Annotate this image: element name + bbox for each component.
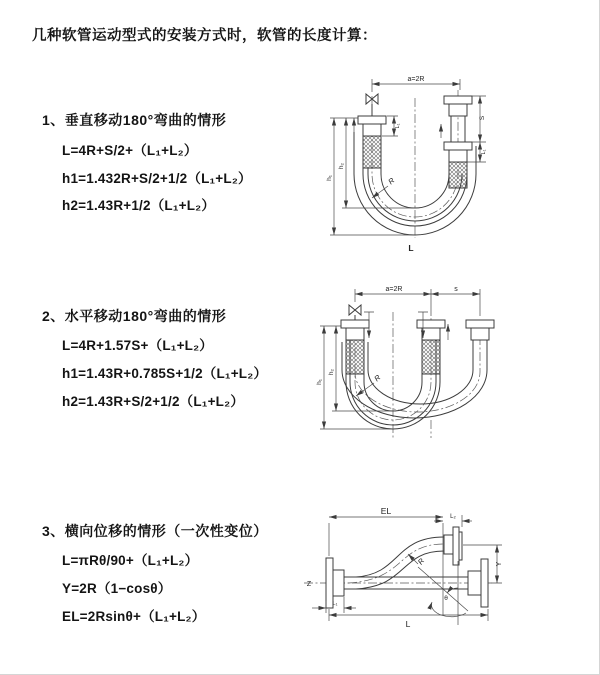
dim-label-s: S bbox=[479, 115, 486, 121]
section-1-heading: 1、垂直移动180°弯曲的情形 bbox=[42, 112, 227, 128]
dim-l bbox=[329, 609, 488, 629]
dim-label-l2: L₂ bbox=[450, 514, 456, 520]
dim-label-a2r: a=2R bbox=[407, 76, 425, 83]
dim-l1 bbox=[312, 597, 356, 613]
radius-callout bbox=[372, 176, 397, 198]
dim-top-spans bbox=[355, 286, 480, 316]
diagram-vertical-180-bend bbox=[310, 70, 595, 258]
dim-label-el: EL bbox=[380, 506, 392, 516]
dim-label-h1: h₁ bbox=[316, 379, 323, 385]
section-3-formula-Y: Y=2R（1−cosθ） bbox=[62, 581, 172, 596]
diagram-lateral-offset bbox=[296, 503, 598, 651]
dim-label-l1-right: L₁ bbox=[481, 149, 487, 155]
datum-mark: Z bbox=[306, 581, 312, 588]
radius-label: R bbox=[386, 175, 397, 187]
dim-label-l1-left: L₁ bbox=[395, 123, 401, 129]
dim-label-l1: L₁ bbox=[332, 601, 338, 607]
dim-top-span bbox=[372, 76, 460, 92]
valve-symbol bbox=[349, 305, 361, 320]
section-2-formula-h2: h2=1.43R+S/2+1/2（L₁+L₂） bbox=[62, 394, 245, 409]
section-1-formula-L: L=4R+S/2+（L₁+L₂） bbox=[62, 143, 198, 158]
radius-callout bbox=[408, 554, 427, 566]
section-3-formula-EL: EL=2Rsinθ+（L₁+L₂） bbox=[62, 609, 206, 624]
radius-label: R bbox=[415, 556, 427, 567]
section-1-formula-h2: h2=1.43R+1/2（L₁+L₂） bbox=[62, 198, 216, 213]
section-3-heading: 3、横向位移的情形（一次性变位） bbox=[42, 523, 268, 539]
length-label: L bbox=[408, 243, 414, 253]
section-3-formula-L: L=πRθ/90+（L₁+L₂） bbox=[62, 553, 199, 568]
section-2-heading: 2、水平移动180°弯曲的情形 bbox=[42, 308, 227, 324]
centerlines bbox=[372, 90, 458, 238]
dim-label-y: Y bbox=[496, 561, 503, 567]
dim-el bbox=[329, 506, 443, 615]
dim-label-h1: h₁ bbox=[326, 175, 333, 181]
page-title: 几种软管运动型式的安装方式时，软管的长度计算： bbox=[32, 28, 377, 44]
diagram-horizontal-180-bend bbox=[306, 282, 591, 450]
pipe-end-near-position bbox=[417, 320, 445, 374]
section-2-formula-h1: h1=1.43R+0.785S+1/2（L₁+L₂） bbox=[62, 366, 268, 381]
section-1-formula-h1: h1=1.432R+S/2+1/2（L₁+L₂） bbox=[62, 171, 252, 186]
section-2-formula-L: L=4R+1.57S+（L₁+L₂） bbox=[62, 338, 213, 353]
dim-right-s-l1 bbox=[467, 96, 487, 162]
radius-callout bbox=[356, 373, 383, 396]
dim-l2 bbox=[434, 514, 472, 527]
dim-label-s-offset: s bbox=[454, 286, 458, 293]
dim-label-h2: h₂ bbox=[338, 162, 345, 170]
left-pipe-end bbox=[358, 116, 386, 168]
dim-label-h2: h₂ bbox=[328, 368, 335, 376]
right-pipe-end bbox=[444, 96, 472, 188]
upper-flange bbox=[444, 527, 462, 565]
dim-label-a2r: a=2R bbox=[385, 286, 403, 293]
pipe-end-fixed bbox=[341, 320, 369, 374]
radius-label: R bbox=[372, 372, 383, 384]
angle-label: θ bbox=[444, 595, 448, 602]
dim-label-l: L bbox=[405, 619, 411, 629]
